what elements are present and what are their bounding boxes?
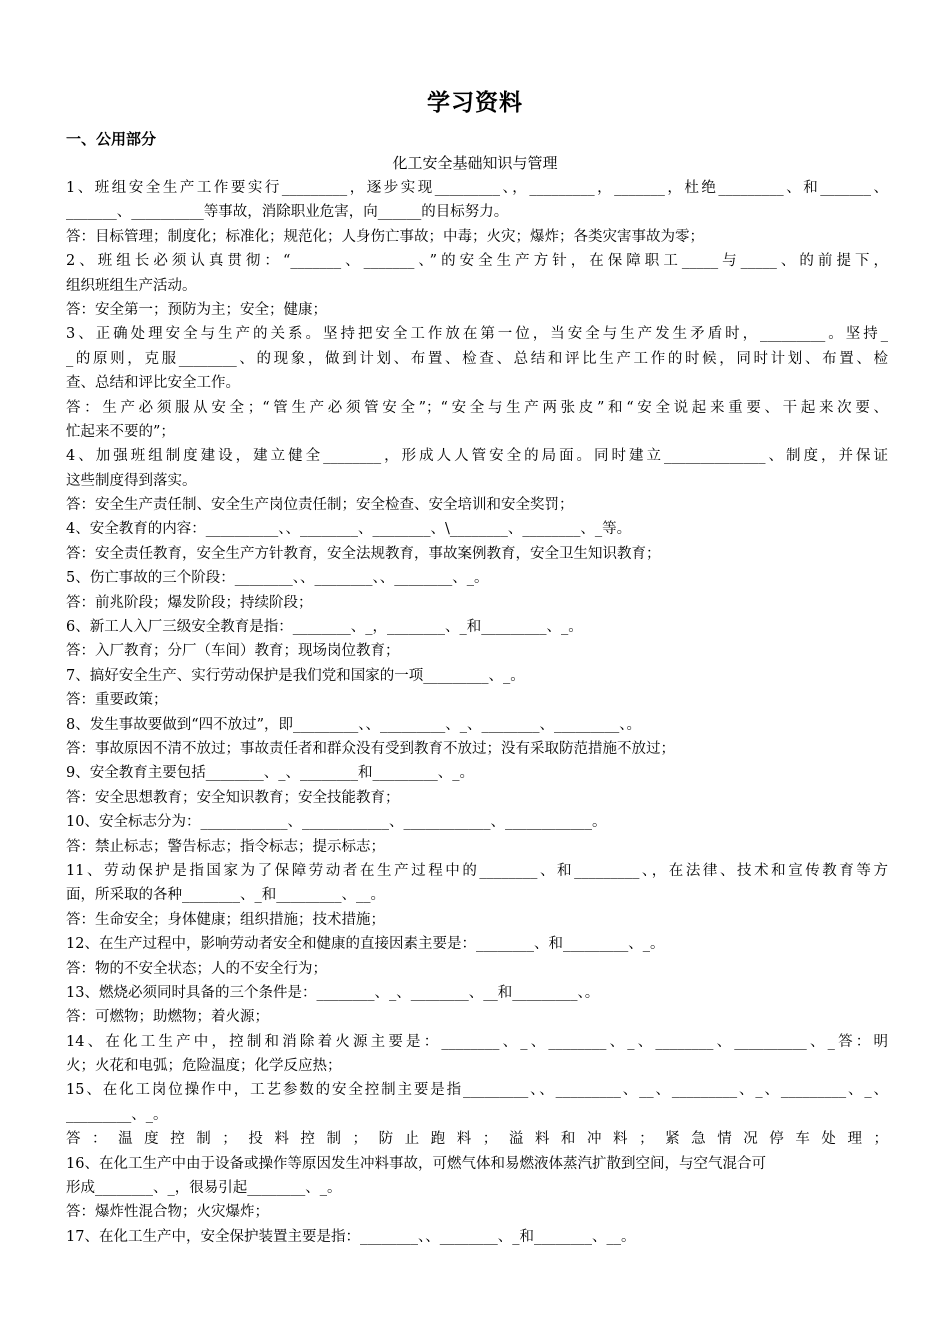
question-line: 4、加强班组制度建设，建立健全________，形成人人管安全的局面。同时建立______________、制度，并保证 <box>66 448 888 465</box>
question-line: 16、在化工生产中由于设备或操作等原因发生冲料事故，可燃气体和易燃液体蒸汽扩散到空间，与空气混合可 <box>66 1155 766 1172</box>
question-line: 3、正确处理安全与生产的关系。坚持把安全工作放在第一位，当安全与生产发生矛盾时，_________。坚持_ <box>66 326 888 343</box>
question-line: _________、_。 <box>66 1106 168 1123</box>
question-line: 2、班组长必须认真贯彻：“_______、_______、”的安全生产方针，在保障职工_____与_____、的前提下， <box>66 253 888 270</box>
question-line: 火；火花和电弧；危险温度；化学反应热； <box>66 1058 342 1075</box>
question-line: 14、在化工生产中，控制和消除着火源主要是：________、_、________、_、________、__________、_答：明 <box>66 1033 888 1050</box>
question-line: 8、发生事故要做到“四不放过”，即_________、、_________、_、________、_________、。 <box>66 716 642 733</box>
answer-line: 答：安全生产责任制、安全生产岗位责任制；安全检查、安全培训和安全奖罚； <box>66 497 574 514</box>
question-line: 1、班组安全生产工作要实行_________，逐步实现_________、，_________，_______，杜绝_________、和_______、 <box>66 180 888 196</box>
section-heading: 一、公用部分 <box>66 130 157 148</box>
answer-line: 答：事故原因不清不放过；事故责任者和群众没有受到教育不放过；没有采取防范措施不放过； <box>66 740 675 757</box>
answer-line: 答：爆炸性混合物；火灾爆炸； <box>66 1204 269 1221</box>
answer-line: 答：生命安全；身体健康；组织措施；技术措施； <box>66 911 385 928</box>
question-line: 查、总结和评比安全工作。 <box>66 375 240 392</box>
answer-line: 答：安全责任教育，安全生产方针教育，安全法规教育，事故案例教育，安全卫生知识教育； <box>66 545 661 562</box>
question-line: 13、燃烧必须同时具备的三个条件是：________、_、________、__和_________、。 <box>66 984 600 1001</box>
question-line: 面，所采取的各种________、_和_________、__。 <box>66 887 385 904</box>
answer-line: 答：安全第一；预防为主；安全；健康； <box>66 301 327 318</box>
question-line: 5、伤亡事故的三个阶段：________、、________、、________、_。 <box>66 570 489 587</box>
question-line: 这些制度得到落实。 <box>66 472 197 489</box>
answer-line: 答：物的不安全状态；人的不安全行为； <box>66 960 327 977</box>
answer-line: 答：禁止标志；警告标志；指令标志；提示标志； <box>66 838 385 855</box>
answer-line: 答：前兆阶段；爆发阶段；持续阶段； <box>66 594 313 611</box>
question-line: 6、新工人入厂三级安全教育是指：________、_，________、_和_________、_。 <box>66 619 583 636</box>
question-line: 11、劳动保护是指国家为了保障劳动者在生产过程中的________、和_________、，在法律、技术和宣传教育等方 <box>66 862 888 879</box>
document-title: 学习资料 <box>427 90 523 116</box>
answer-line: 答：安全思想教育；安全知识教育；安全技能教育； <box>66 789 400 806</box>
answer-line: 答：重要政策； <box>66 692 168 709</box>
question-line: 忙起来不要的”； <box>66 423 175 440</box>
question-line: 7、搞好安全生产、实行劳动保护是我们党和国家的一项_________、_。 <box>66 667 525 684</box>
answer-line: 答：入厂教育；分厂（车间）教育；现场岗位教育； <box>66 643 400 660</box>
question-line: 9、安全教育主要包括________、_、________和_________、_。 <box>66 765 474 782</box>
question-line: 组织班组生产活动。 <box>66 277 197 294</box>
answer-line: 答：生产必须服从安全；“管生产必须管安全”；“安全与生产两张皮”和“安全说起来重要、干起来次要、 <box>66 399 888 416</box>
question-line: 12、在生产过程中，影响劳动者安全和健康的直接因素主要是：________、和_________、_。 <box>66 936 665 953</box>
question-line: 10、安全标志分为：____________、____________、____________、____________。 <box>66 814 607 831</box>
document-body <box>66 176 888 1249</box>
question-line: 形成________、_，很易引起________、_。 <box>66 1180 342 1197</box>
answer-line: 答：温度控制；投料控制；防止跑料；溢料和冲料；紧急情况停车处理； <box>66 1131 888 1148</box>
question-line: _______、__________等事故，消除职业危害，向______的目标努力。 <box>66 204 509 221</box>
answer-line: 答：目标管理；制度化；标准化；规范化；人身伤亡事故；中毒；火灾；爆炸；各类灾害事故为零； <box>66 228 704 245</box>
question-line: 17、在化工生产中，安全保护装置主要是指：________、、________、_和________、__。 <box>66 1228 636 1245</box>
document-subtitle: 化工安全基础知识与管理 <box>392 154 558 172</box>
question-line: 15、在化工岗位操作中，工艺参数的安全控制主要是指_________、、_________、__、_________、_、_________、_、 <box>66 1082 888 1099</box>
question-line: 4、安全教育的内容：__________、、________、________、\________、________、_等。 <box>66 521 632 538</box>
answer-line: 答：可燃物；助燃物；着火源； <box>66 1009 269 1026</box>
question-line: _的原则，克服________、的现象，做到计划、布置、检查、总结和评比生产工作的时候，同时计划、布置、检 <box>66 350 888 367</box>
